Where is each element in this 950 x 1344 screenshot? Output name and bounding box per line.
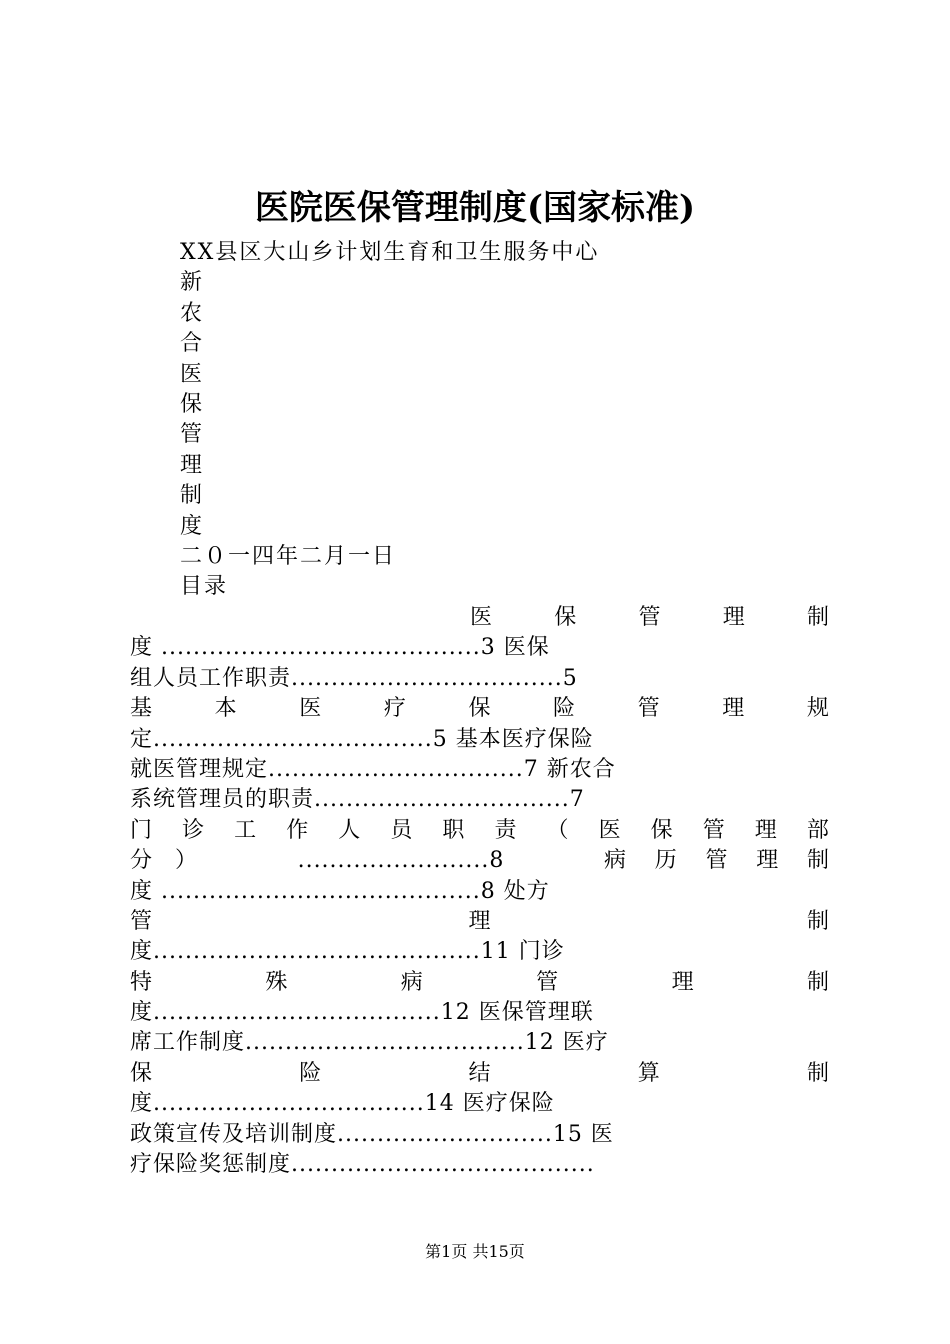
toc-char: 规	[806, 696, 830, 722]
toc-char: 医	[598, 817, 622, 843]
toc-char: 管	[536, 969, 560, 995]
toc-line: 度....................................12 医保管理联	[130, 1000, 594, 1026]
toc-leader: ........................8	[297, 848, 505, 874]
toc-line	[130, 1059, 830, 1089]
toc-spaced-group	[470, 603, 830, 633]
page-footer: 第1页 共15页	[425, 1242, 525, 1261]
toc-char: 门	[130, 817, 154, 843]
toc-line: 定...................................5 基本医疗保险	[130, 726, 594, 752]
toc-char: 理	[756, 848, 780, 874]
intro-block	[180, 238, 599, 603]
toc-char: 职	[442, 817, 466, 843]
toc-char: 理	[722, 696, 746, 722]
toc-char: 人	[338, 817, 362, 843]
vertical-title-char: 制	[180, 483, 205, 509]
document-title: 医院医保管理制度(国家标准)	[254, 188, 696, 228]
vertical-title-char: 管	[180, 422, 205, 448]
toc-char: 工	[234, 817, 258, 843]
toc-char: 病	[400, 969, 424, 995]
toc-line: 席工作制度...................................12 医疗	[130, 1030, 609, 1056]
toc-char: 管	[702, 817, 726, 843]
vertical-title-char: 合	[180, 331, 205, 357]
toc-line: 度 ........................................8 处方	[130, 878, 550, 904]
toc-char: ）	[174, 848, 198, 874]
toc-char: 历	[654, 848, 678, 874]
toc-char: 理	[468, 908, 492, 934]
toc-char: 理	[754, 817, 778, 843]
toc-char: 本	[214, 696, 238, 722]
toc-char: 险	[553, 696, 577, 722]
toc-char: 制	[806, 605, 830, 630]
toc-char: 险	[299, 1060, 323, 1086]
toc-char: 算	[637, 1060, 661, 1086]
toc-line: 政策宣传及培训制度...........................15 医	[130, 1121, 614, 1147]
organization-name: XX县区大山乡计划生育和卫生服务中心	[180, 240, 600, 265]
toc-char: 保	[130, 1060, 154, 1086]
toc-char: 特	[130, 969, 154, 995]
toc-char: 病	[604, 848, 628, 874]
vertical-title-char: 农	[180, 300, 205, 326]
toc-char: 分	[130, 848, 154, 874]
toc-char: 管	[705, 848, 729, 874]
toc-char: 殊	[265, 969, 289, 995]
vertical-title-char: 理	[180, 452, 205, 478]
toc-char: 管	[637, 696, 661, 722]
toc-char: 管	[638, 605, 662, 630]
toc-line: 组人员工作职责..................................5	[130, 665, 578, 691]
toc-line	[130, 816, 830, 846]
table-of-contents	[130, 603, 830, 1180]
toc-line: 系统管理员的职责................................7	[130, 787, 585, 813]
toc-spaced-group	[130, 846, 198, 876]
toc-char: 作	[286, 817, 310, 843]
vertical-title-char: 度	[180, 513, 205, 539]
toc-char: 疗	[383, 696, 407, 722]
toc-line: 度..................................14 医疗保险	[130, 1091, 555, 1117]
toc-char: 制	[806, 969, 830, 995]
toc-char: 责	[494, 817, 518, 843]
vertical-title-char: 保	[180, 391, 205, 417]
toc-char: （	[546, 817, 570, 843]
toc-char: 结	[468, 1060, 492, 1086]
toc-char: 理	[671, 969, 695, 995]
toc-line	[130, 603, 830, 633]
toc-char: 保	[554, 605, 578, 630]
toc-heading: 目录	[180, 574, 229, 600]
toc-char: 保	[650, 817, 674, 843]
toc-line: 度.........................................11 门诊	[130, 939, 565, 965]
toc-line	[130, 846, 830, 876]
toc-char: 部	[806, 817, 830, 843]
toc-line	[130, 907, 830, 937]
vertical-title-char: 医	[180, 361, 205, 387]
vertical-title-char: 新	[180, 270, 205, 296]
toc-char: 管	[130, 908, 154, 934]
toc-char: 诊	[182, 817, 206, 843]
toc-char: 医	[470, 605, 494, 630]
toc-char: 医	[299, 696, 323, 722]
toc-char: 基	[130, 696, 154, 722]
toc-line	[130, 694, 830, 724]
toc-char: 制	[806, 908, 830, 934]
toc-char: 保	[468, 696, 492, 722]
toc-char: 员	[390, 817, 414, 843]
toc-line: 度 ........................................3 医保	[130, 635, 550, 661]
document-date: 二０一四年二月一日	[180, 543, 397, 569]
toc-char: 制	[806, 1060, 830, 1086]
toc-char: 制	[806, 848, 830, 874]
toc-line	[130, 968, 830, 998]
toc-spaced-group	[604, 846, 830, 876]
toc-line: 就医管理规定................................7 新农合	[130, 756, 616, 782]
toc-line: 疗保险奖惩制度......................................	[130, 1152, 595, 1178]
toc-char: 理	[722, 605, 746, 630]
